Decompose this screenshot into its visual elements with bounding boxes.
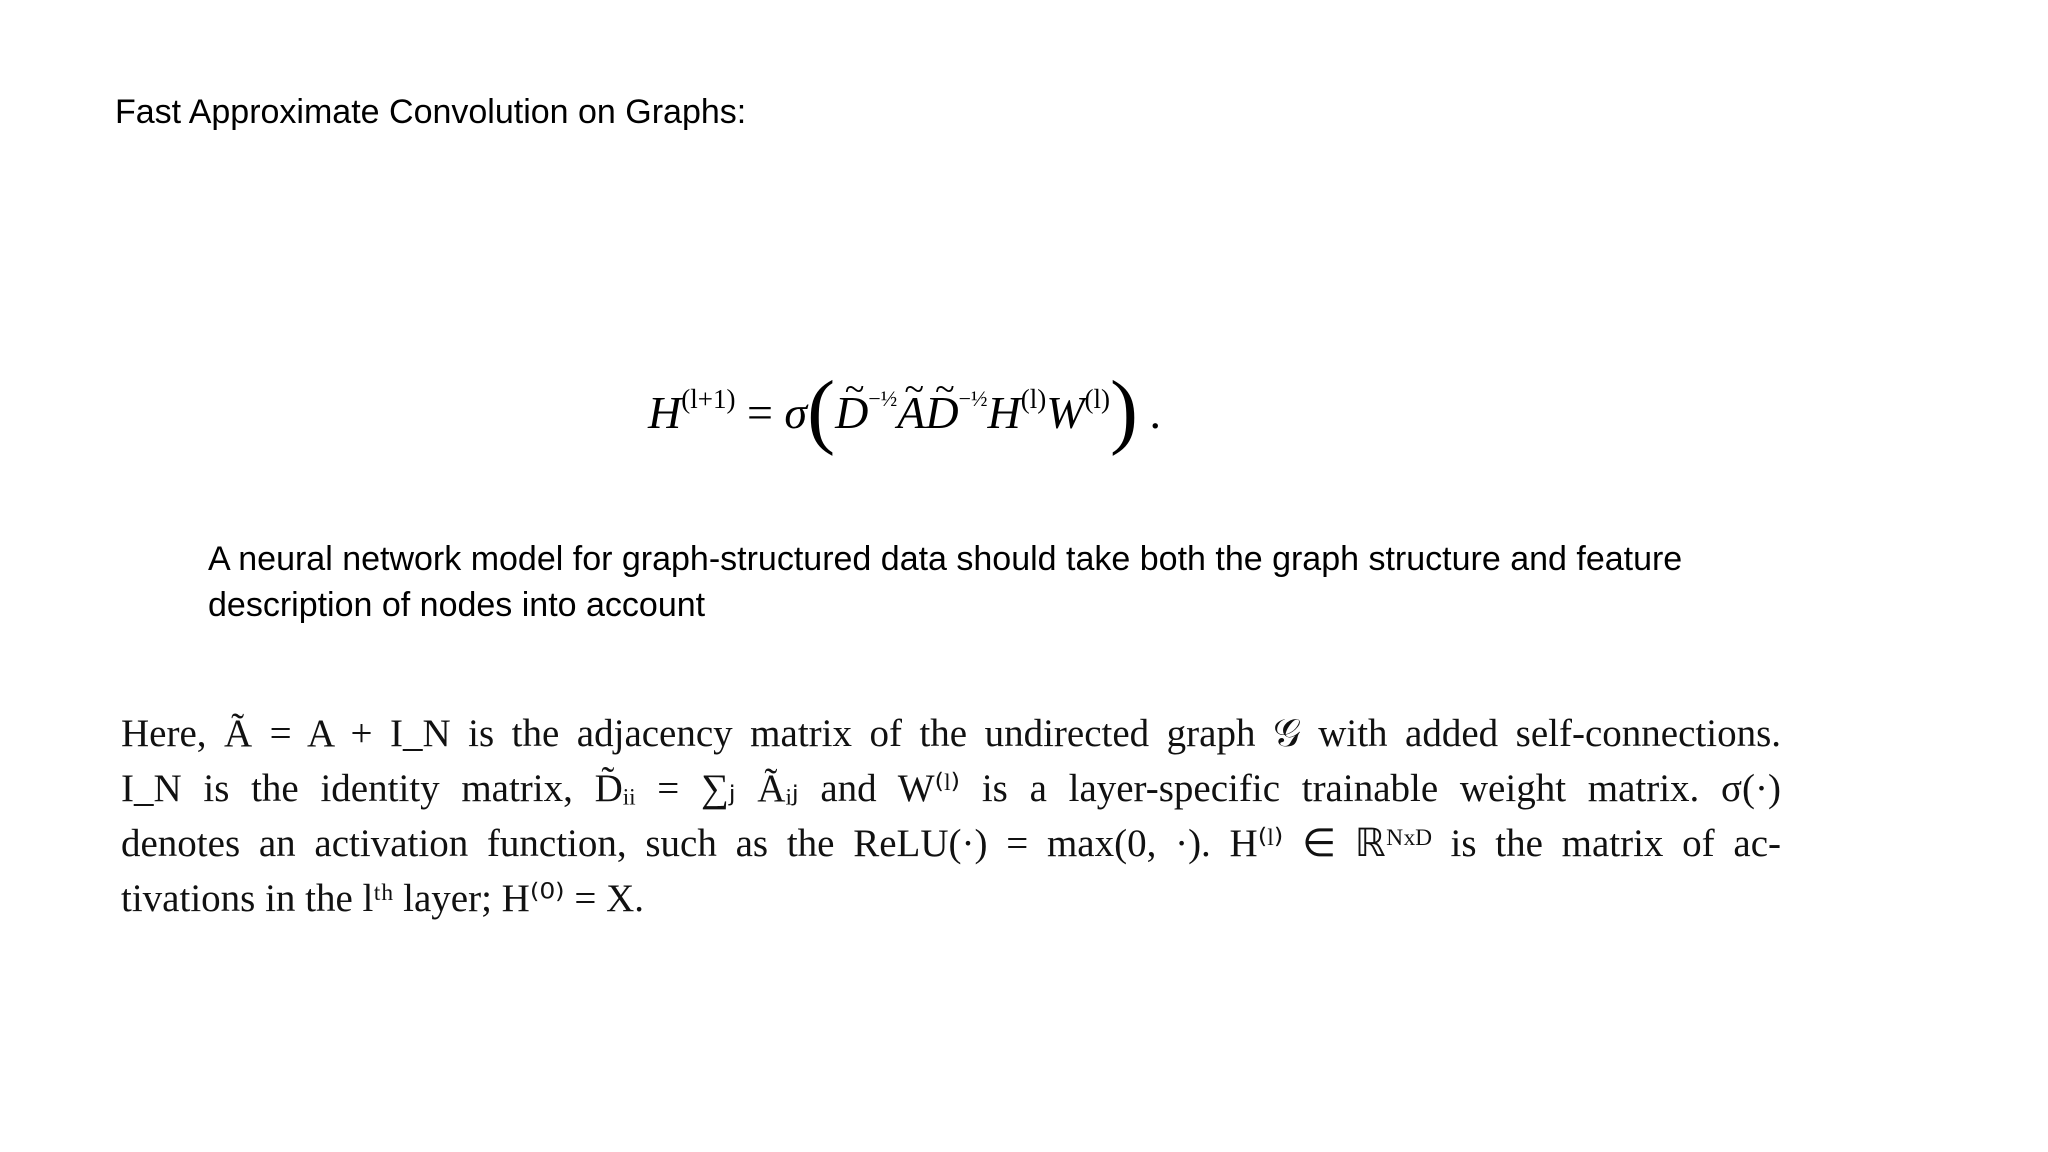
- eq-equals: =: [735, 387, 785, 438]
- eq-sigma: σ: [784, 387, 808, 438]
- eq-hidden-superscript: (l): [1020, 384, 1047, 414]
- eq-exponent-1: −½: [868, 386, 898, 411]
- eq-lhs-superscript: (l+1): [681, 384, 736, 414]
- slide-title: Fast Approximate Convolution on Graphs:: [115, 93, 747, 131]
- excerpt-line: Here, Ã = A + I_N is the adjacency matrix of the undirected graph 𝒢 with added self-connections.: [121, 712, 1781, 755]
- eq-open-paren: (: [807, 364, 836, 457]
- excerpt-line: denotes an activation function, such as the ReLU(·) = max(0, ·). H⁽ˡ⁾ ∈ ℝᴺˣᴰ is the matrix of ac-: [121, 822, 1781, 865]
- eq-lhs: H: [648, 387, 682, 438]
- excerpt-line: I_N is the identity matrix, D̃ᵢᵢ = ∑ⱼ Ãᵢⱼ and W⁽ˡ⁾ is a layer-specific trainable weight matrix. σ(·): [121, 767, 1781, 810]
- eq-exponent-2: −½: [958, 386, 988, 411]
- excerpt-line: tivations in the lᵗʰ layer; H⁽⁰⁾ = X.: [121, 877, 645, 920]
- slide-description: A neural network model for graph-structured data should take both the graph structure and feature description of nodes into account: [208, 540, 1683, 624]
- eq-hidden-state: H: [987, 387, 1021, 438]
- eq-weight-matrix: W: [1046, 387, 1085, 438]
- paper-excerpt: [121, 706, 1781, 926]
- gcn-propagation-equation: [648, 364, 1162, 458]
- eq-period: .: [1138, 387, 1162, 438]
- eq-degree-matrix-1: ~ D: [835, 368, 868, 458]
- eq-degree-matrix-2: ~ D: [925, 368, 958, 458]
- eq-weight-superscript: (l): [1084, 384, 1111, 414]
- eq-adjacency-matrix: ~ A: [897, 368, 925, 458]
- eq-close-paren: ): [1110, 364, 1139, 457]
